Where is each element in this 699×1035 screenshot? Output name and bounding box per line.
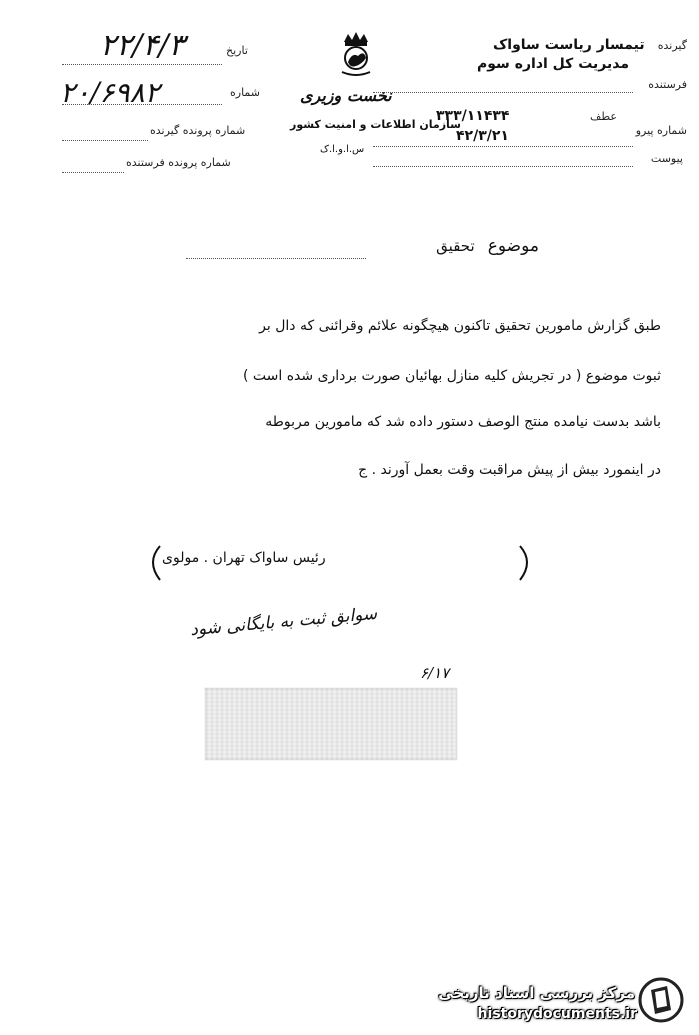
ref-number-label: شماره پیرو <box>635 124 687 137</box>
ref-number-prefix: عطف <box>590 110 617 123</box>
date-label: تاریخ <box>226 44 248 57</box>
date-value: ۲۲/۴/۳ <box>100 28 185 63</box>
ref-number-value: ۳۳۳/۱۱۴۳۴ <box>436 108 510 124</box>
redacted-stamp <box>205 688 457 760</box>
sender-line <box>373 92 633 93</box>
footer-org-name: مرکز بررسی اسناد تاریخی <box>438 984 635 1002</box>
ref-line <box>373 146 633 147</box>
body-line-4: در اینمورد بیش از پیش مراقبت وقت بعمل آورند . ج <box>358 462 661 478</box>
ref-date-value: ۴۲/۳/۲۱ <box>456 128 509 144</box>
subject-label: موضوع <box>487 236 539 256</box>
sender-file-line <box>62 172 124 173</box>
number-label: شماره <box>230 86 261 99</box>
attachment-line <box>373 166 633 167</box>
attachment-label: پیوست <box>650 152 683 165</box>
sender-label: فرستنده <box>648 78 687 91</box>
signature-title: رئیس ساواک تهران . مولوی <box>162 550 326 566</box>
subject-line <box>186 258 366 259</box>
signature-bracket <box>140 538 540 588</box>
recipient-value: تیمسار ریاست ساواک <box>492 37 645 53</box>
emblem-icon <box>334 28 378 78</box>
office-title: نخست وزیری <box>300 86 392 105</box>
receiver-file-label: شماره پرونده گیرنده <box>150 124 246 137</box>
body-line-2: ثبوت موضوع ( در تجریش کلیه منازل بهائیان صورت برداری شده است ) <box>242 368 661 384</box>
sender-file-label: شماره پرونده فرستنده <box>126 156 231 169</box>
archive-logo-icon <box>637 976 685 1024</box>
number-line <box>62 104 222 105</box>
footer-website: historydocuments.ir <box>477 1006 637 1022</box>
organization-code: س.ا.و.ا.ک <box>320 144 365 155</box>
date-line <box>62 64 222 65</box>
body-line-1: طبق گزارش مامورین تحقیق تاکنون هیچگونه علائم وقرائنی که دال بر <box>259 318 661 334</box>
organization-name: سازمان اطلاعات و امنیت کشور <box>290 118 461 131</box>
department: مدیریت کل اداره سوم <box>477 56 629 72</box>
receiver-file-line <box>62 140 148 141</box>
subject-row <box>436 236 539 256</box>
handwritten-note: سوابق ثبت به بایگانی شود <box>189 603 378 641</box>
number-value: ۲۰/۶۹۸۲ <box>60 76 160 109</box>
recipient-row <box>493 34 687 53</box>
body-line-3: باشد بدست نیامده منتج الوصف دستور داده شد که مامورین مربوطه <box>265 414 661 430</box>
handwritten-note-date: ۶/۱۷ <box>420 664 450 682</box>
subject-value: تحقیق <box>436 237 475 255</box>
recipient-label: گیرنده <box>657 39 687 52</box>
